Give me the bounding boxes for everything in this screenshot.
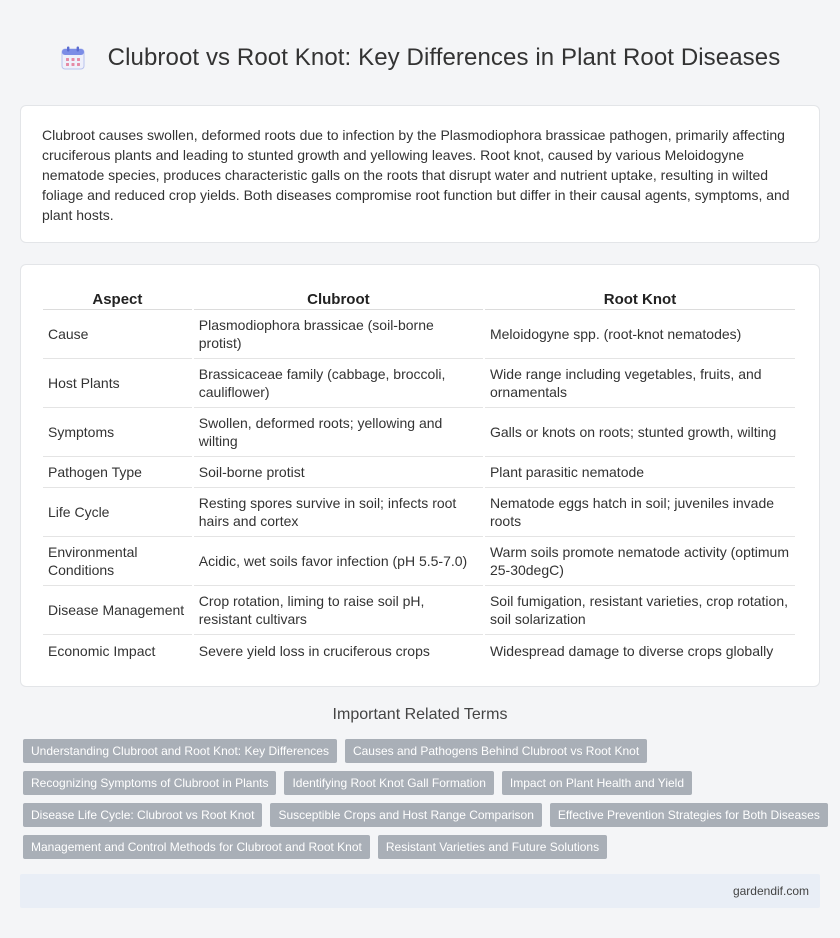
cell-aspect: Host Plants: [43, 359, 192, 408]
tag-row: [23, 771, 823, 795]
page-header: [0, 0, 840, 118]
related-term-tag[interactable]: Management and Control Methods for Clubroot and Root Knot: [23, 835, 370, 859]
cell-clubroot: Severe yield loss in cruciferous crops: [198, 642, 430, 659]
comparison-table: [41, 285, 797, 666]
calendar-icon: [60, 45, 86, 71]
tag-row: [23, 803, 823, 827]
footer: [20, 874, 820, 908]
cell-aspect: Cause: [43, 310, 192, 359]
related-term-tag[interactable]: Impact on Plant Health and Yield: [502, 771, 692, 795]
cell-root-knot: Wide range including vegetables, fruits, and ornamentals: [485, 359, 795, 408]
related-terms-list: [23, 739, 823, 867]
table-row: [43, 635, 795, 666]
page-title: Clubroot vs Root Knot: Key Differences in Plant Root Diseases: [107, 44, 781, 71]
related-term-tag[interactable]: Identifying Root Knot Gall Formation: [284, 771, 493, 795]
related-term-tag[interactable]: Susceptible Crops and Host Range Comparison: [270, 803, 541, 827]
cell-clubroot: Resting spores survive in soil; infects root hairs and cortex: [194, 488, 483, 537]
related-term-tag[interactable]: Disease Life Cycle: Clubroot vs Root Knot: [23, 803, 262, 827]
cell-aspect: Symptoms: [43, 408, 192, 457]
cell-root-knot: Soil fumigation, resistant varieties, crop rotation, soil solarization: [485, 586, 795, 635]
cell-clubroot: Soil-borne protist: [194, 457, 483, 488]
cell-aspect: Disease Management: [43, 586, 192, 635]
footer-site-link[interactable]: gardendif.com: [732, 884, 809, 898]
cell-aspect: Pathogen Type: [43, 457, 192, 488]
table-row: [43, 457, 795, 488]
cell-root-knot: Galls or knots on roots; stunted growth, wilting: [485, 408, 795, 457]
cell-clubroot: Plasmodiophora brassicae (soil-borne protist): [194, 310, 483, 359]
intro-card: [20, 105, 820, 243]
table-row: [43, 586, 795, 635]
header-aspect: Aspect: [43, 285, 192, 310]
tag-row: [23, 835, 823, 859]
table-row: [43, 408, 795, 457]
related-term-tag[interactable]: Resistant Varieties and Future Solutions: [378, 835, 607, 859]
related-term-tag[interactable]: Recognizing Symptoms of Clubroot in Plants: [23, 771, 276, 795]
related-terms-title: Important Related Terms: [332, 706, 508, 723]
cell-clubroot: Swollen, deformed roots; yellowing and wilting: [194, 408, 483, 457]
cell-aspect: Life Cycle: [43, 488, 192, 537]
related-term-tag[interactable]: Understanding Clubroot and Root Knot: Key Differences: [23, 739, 337, 763]
cell-clubroot: Brassicaceae family (cabbage, broccoli, cauliflower): [194, 359, 483, 408]
table-row: [43, 359, 795, 408]
comparison-card: [20, 264, 820, 687]
tag-row: [23, 739, 823, 763]
cell-clubroot: Acidic, wet soils favor infection (pH 5.5-7.0): [194, 537, 483, 586]
header-root-knot: Root Knot: [485, 285, 795, 310]
table-row: [43, 310, 795, 359]
header-clubroot: Clubroot: [194, 285, 483, 310]
cell-root-knot: Widespread damage to diverse crops globally: [489, 642, 774, 659]
cell-root-knot: Meloidogyne spp. (root-knot nematodes): [485, 310, 795, 359]
cell-aspect: Environmental Conditions: [43, 537, 192, 586]
intro-text: Clubroot causes swollen, deformed roots due to infection by the Plasmodiophora brassicae pathogen, primarily affecting cruciferous plants and leading to stunted growth and yellowing leaves. Root knot, caused by various Meloidogyne nematode species, produces characteristic galls on the roots that disrupt water and nutrient uptake, resulting in wilted foliage and reduced crop yields. Both diseases compromise root function but differ in their causal agents, symptoms, and plant hosts.: [42, 127, 790, 223]
cell-root-knot: Warm soils promote nematode activity (optimum 25-30degC): [485, 537, 795, 586]
cell-root-knot: Nematode eggs hatch in soil; juveniles invade roots: [485, 488, 795, 537]
cell-root-knot: Plant parasitic nematode: [485, 457, 795, 488]
cell-clubroot: Crop rotation, liming to raise soil pH, resistant cultivars: [194, 586, 483, 635]
cell-aspect: Economic Impact: [48, 642, 156, 659]
related-term-tag[interactable]: Effective Prevention Strategies for Both Diseases: [550, 803, 828, 827]
table-row: [43, 488, 795, 537]
table-row: [43, 537, 795, 586]
table-header-row: [43, 285, 795, 310]
related-term-tag[interactable]: Causes and Pathogens Behind Clubroot vs Root Knot: [345, 739, 647, 763]
